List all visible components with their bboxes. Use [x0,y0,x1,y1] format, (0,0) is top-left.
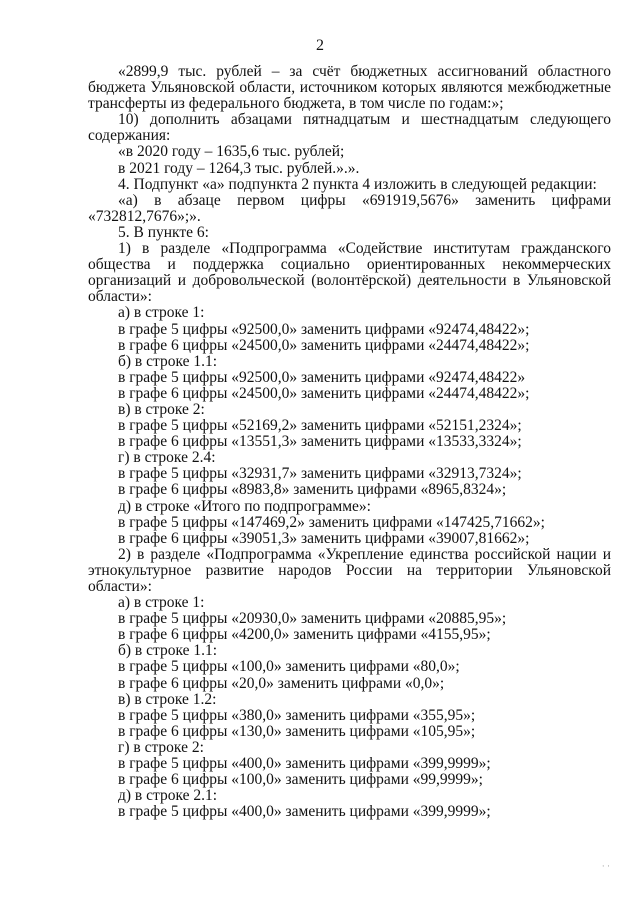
paragraph: «в 2020 году – 1635,6 тыс. рублей; [118,143,345,161]
page-number: 2 [316,37,324,54]
list-item: в графе 5 цифры «147469,2» заменить цифрами «147425,71662»; [118,513,545,531]
list-item: а) в строке 1: [118,304,205,322]
list-item: в графе 6 цифры «4200,0» заменить цифрами «4155,95»; [118,626,491,644]
list-item: в графе 6 цифры «13551,3» заменить цифрами «13533,3324»; [118,433,522,451]
scan-dots: · · [601,861,610,871]
list-item: в графе 5 цифры «400,0» заменить цифрами «399,9999»; [118,755,491,773]
list-item: в) в строке 2: [118,400,205,418]
list-item: г) в строке 2: [118,738,204,756]
list-item: г) в строке 2.4: [118,449,216,467]
list-item: в графе 6 цифры «100,0» заменить цифрами «99,9999»; [118,771,483,789]
list-item: в графе 6 цифры «8983,8» заменить цифрами «8965,8324»; [118,481,507,499]
list-item: в графе 6 цифры «24500,0» заменить цифрами «24474,48422»; [118,336,530,354]
list-item: в графе 5 цифры «400,0» заменить цифрами «399,9999»; [118,803,491,821]
paragraph: «а) в абзаце первом цифры «691919,5676» заменить цифрами «732812,7676»;». [88,191,611,225]
paragraph: 1) в разделе «Подпрограмма «Содействие институтам гражданского общества и поддержка социально ориентированных некоммерческих организаций и добровольческой (волонтёрской) деятельности в Ульяновской области»: [88,240,611,306]
list-item: д) в строке 2.1: [118,787,218,805]
paragraph: 5. В пункте 6: [118,223,209,241]
list-item: д) в строке «Итого по подпрограмме»: [118,497,371,515]
list-item: б) в строке 1.1: [118,642,218,660]
list-item: б) в строке 1.1: [118,352,218,370]
document-body [88,64,611,820]
list-item: в графе 6 цифры «130,0» заменить цифрами «105,95»; [118,722,476,740]
paragraph: в 2021 году – 1264,3 тыс. рублей.».». [118,159,360,177]
paragraph: 10) дополнить абзацами пятнадцатым и шестнадцатым следующего содержания: [88,111,611,145]
list-item: в графе 5 цифры «380,0» заменить цифрами «355,95»; [118,706,476,724]
list-item: в графе 5 цифры «100,0» заменить цифрами «80,0»; [118,658,460,676]
paragraph: 4. Подпункт «а» подпункта 2 пункта 4 изложить в следующей редакции: [118,175,597,193]
list-item: в графе 5 цифры «92500,0» заменить цифрами «92474,48422» [118,368,526,386]
list-item: в графе 6 цифры «20,0» заменить цифрами «0,0»; [118,674,445,692]
list-item: в графе 6 цифры «39051,3» заменить цифрами «39007,81662»; [118,529,530,547]
list-item: а) в строке 1: [118,594,205,612]
list-item: в графе 6 цифры «24500,0» заменить цифрами «24474,48422»; [118,384,530,402]
paragraph: «2899,9 тыс. рублей – за счёт бюджетных ассигнований областного бюджета Ульяновской области, источником которых являются межбюджетные трансферты из федерального бюджета, в том числе по годам:»; [88,63,611,113]
list-item: в) в строке 1.2: [118,690,217,708]
list-item: в графе 5 цифры «92500,0» заменить цифрами «92474,48422»; [118,320,530,338]
list-item: в графе 5 цифры «20930,0» заменить цифрами «20885,95»; [118,610,507,628]
list-item: в графе 5 цифры «32931,7» заменить цифрами «32913,7324»; [118,465,522,483]
paragraph: 2) в разделе «Подпрограмма «Укрепление единства российской нации и этнокультурное развитие народов России на территории Ульяновской области»: [88,545,611,595]
list-item: в графе 5 цифры «52169,2» заменить цифрами «52151,2324»; [118,417,522,435]
